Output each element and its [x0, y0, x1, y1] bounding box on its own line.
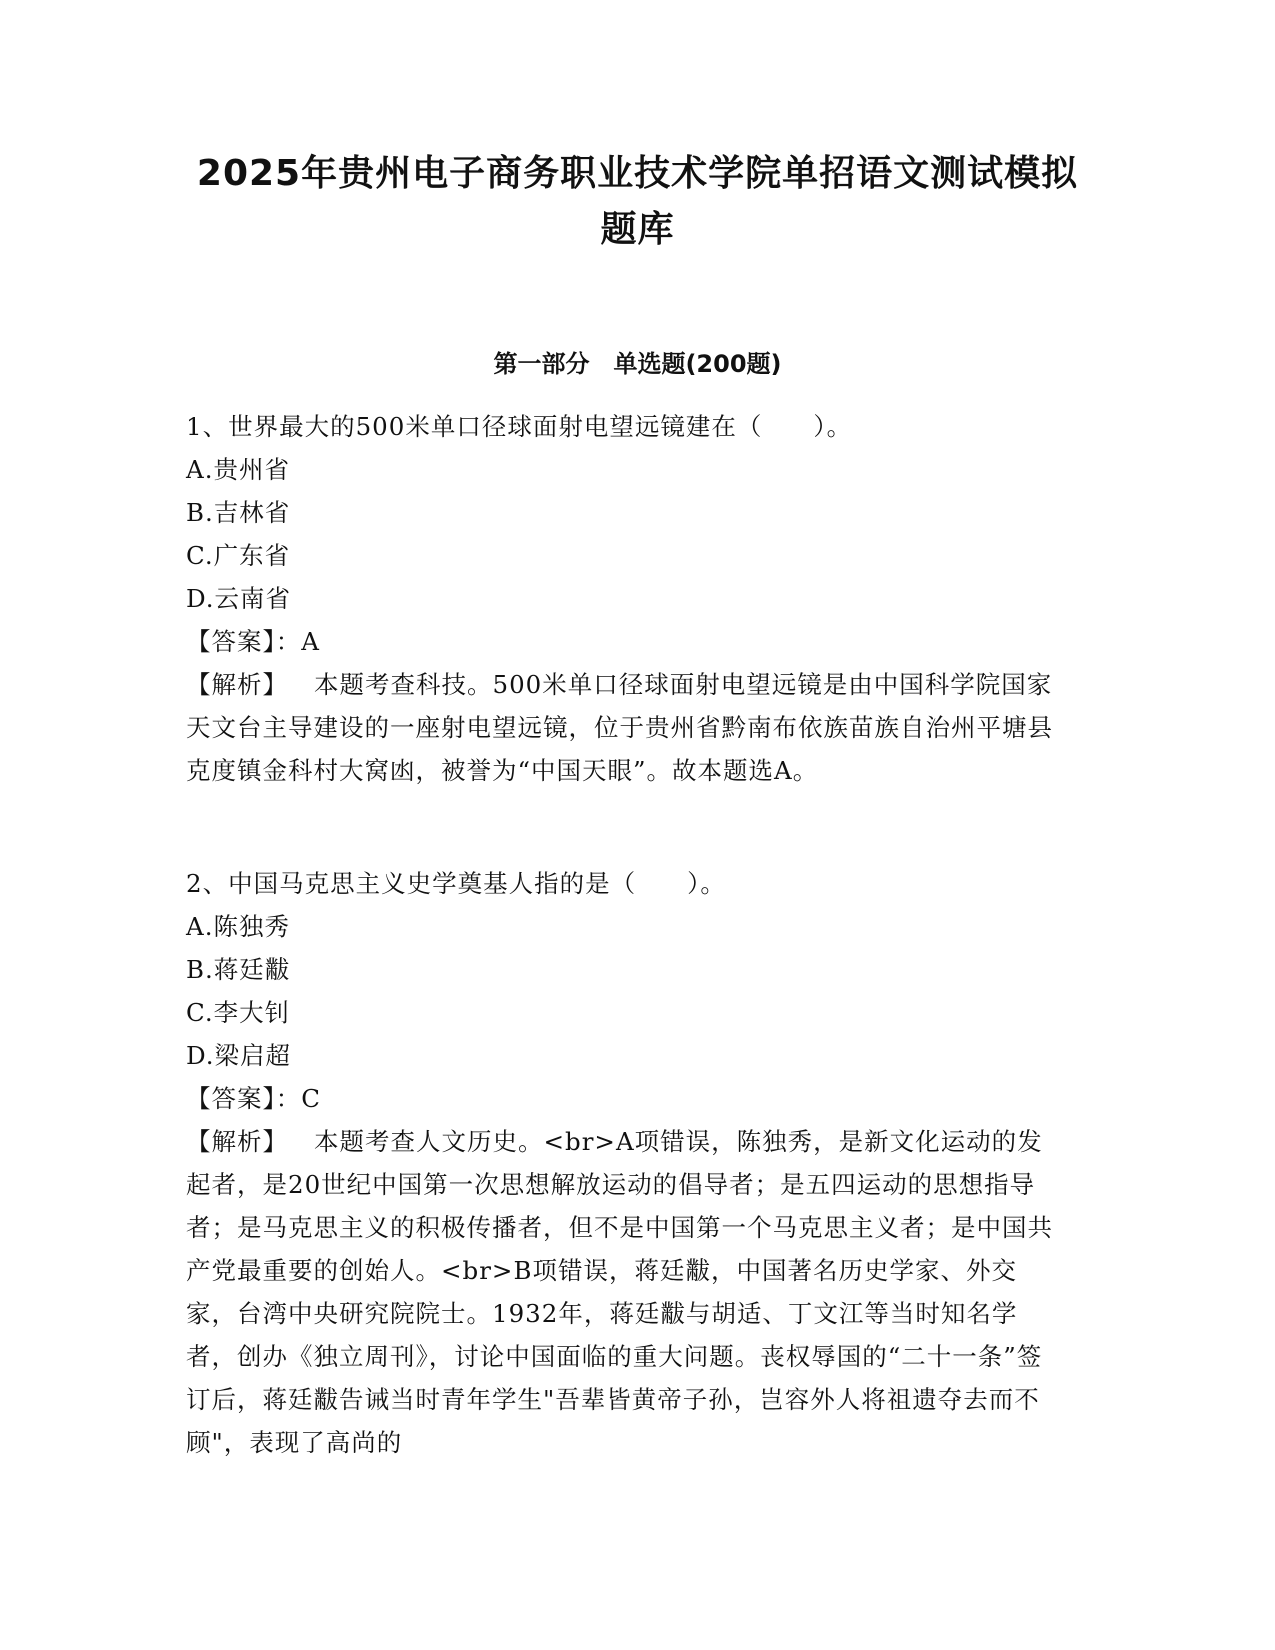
question-1 — [186, 405, 1066, 792]
question-stem: 2、中国马克思主义史学奠基人指的是（ ）。 — [186, 869, 726, 898]
option-d: D.云南省 — [186, 584, 292, 613]
option-a: A.陈独秀 — [186, 912, 290, 941]
option-b: B.吉林省 — [186, 498, 291, 527]
answer-value: A — [301, 627, 320, 656]
option-c: C.广东省 — [186, 541, 291, 570]
analysis-text: 本题考查人文历史。<br>A项错误，陈独秀，是新文化运动的发起者，是20世纪中国第一次思想解放运动的倡导者；是五四运动的思想指导者；是马克思主义的积极传播者，但不是中国第一个马克思主义者；是中国共产党最重要的创始人。<br>B项错误，蒋廷黻，中国著名历史学家、外交家，台湾中央研究院院士。1932年，蒋廷黻与胡适、丁文江等当时知名学者，创办《独立周刊》，讨论中国面临的重大问题。丧权辱国的“二十一条”签订后，蒋廷黻告诫当时青年学生"吾辈皆黄帝子孙，岂容外人将祖遗夺去而不顾"，表现了高尚的 — [186, 1127, 1053, 1457]
answer-label: 【答案】： — [186, 627, 302, 656]
analysis-label: 【解析】 — [186, 670, 288, 699]
question-stem: 1、世界最大的500米单口径球面射电望远镜建在（ ）。 — [186, 412, 853, 441]
option-a: A.贵州省 — [186, 455, 290, 484]
answer-row — [186, 1077, 1066, 1120]
analysis-row — [186, 1120, 1066, 1464]
option-b: B.蒋廷黻 — [186, 955, 291, 984]
answer-label: 【答案】： — [186, 1084, 302, 1113]
answer-value: C — [301, 1084, 321, 1113]
document-title-line-2: 题库 — [600, 209, 675, 250]
option-c: C.李大钊 — [186, 998, 291, 1027]
document-title — [150, 146, 1125, 258]
analysis-label: 【解析】 — [186, 1127, 288, 1156]
option-d: D.梁启超 — [186, 1041, 292, 1070]
analysis-text: 本题考查科技。500米单口径球面射电望远镜是由中国科学院国家天文台主导建设的一座射电望远镜，位于贵州省黔南布依族苗族自治州平塘县克度镇金科村大窝凼，被誉为“中国天眼”。故本题选A。 — [186, 670, 1053, 785]
question-2 — [186, 862, 1066, 1464]
document-title-line-1: 2025年贵州电子商务职业技术学院单招语文测试模拟 — [196, 153, 1079, 194]
analysis-row — [186, 663, 1066, 792]
section-heading: 第一部分 单选题(200题) — [493, 350, 782, 378]
answer-row — [186, 620, 1066, 663]
